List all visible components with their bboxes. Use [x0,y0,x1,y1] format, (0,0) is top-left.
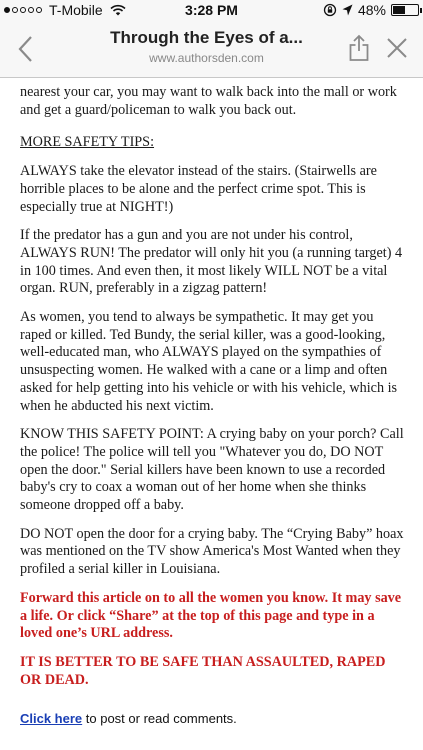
nav-title-block[interactable] [70,28,343,65]
comments-line [20,711,237,726]
chevron-left-icon[interactable] [14,34,38,64]
battery-fill [393,6,405,14]
close-icon[interactable] [385,36,409,60]
location-arrow-icon [342,4,353,16]
status-bar [0,0,423,20]
article-body [20,78,408,700]
status-right [323,2,419,18]
status-time: 3:28 PM [185,2,238,18]
battery-icon [391,4,419,16]
comments-link[interactable]: Click here [20,711,83,726]
carrier-name: T-Mobile [49,2,103,18]
comments-text: to post or read comments. [82,711,237,726]
article-paragraph: As women, you tend to always be sympathetic. It may get you raped or killed. Ted Bundy, the serial killer, was a good-looking, well-educated man, who ALWAYS played on the sympathies of unsuspecting women. He walked with a cane or a limp and often asked for help getting into his vehicle or with his vehicle, which is when he abducted his next victim. [20,309,398,414]
article-paragraph: DO NOT open the door for a crying baby. The “Crying Baby” hoax was mentioned on the TV show America's Most Wanted when they profiled a serial killer in Louisiana. [20,525,404,578]
section-heading: MORE SAFETY TIPS: [20,134,155,151]
page-title: Through the Eyes of a... [110,28,303,47]
article-paragraph: ALWAYS take the elevator instead of the stairs. (Stairwells are horrible places to be alone and the perfect crime spot. This is especially true at NIGHT!) [20,163,377,215]
article-paragraph: If the predator has a gun and you are not under his control, ALWAYS RUN! The predator will only hit you (a running target) 4 in 100 times. And even then, it most likely WILL NOT be a vital organ. RUN, preferably in a zigzag pattern! [20,227,403,297]
battery-tip [420,8,422,13]
share-icon[interactable] [347,32,371,62]
forward-notice: Forward this article on to all the women you know. It may save a life. Or click “Share” at the top of this page and type in a loved one’s URL address. [20,589,402,642]
battery-percent: 48% [357,2,386,18]
rotation-lock-icon [323,3,337,17]
closing-warning: IT IS BETTER TO BE SAFE THAN ASSAULTED, RAPED OR DEAD. [20,653,386,688]
intro-paragraph: nearest your car, you may want to walk back into the mall or work and get a guard/policeman to walk you back out. [20,84,397,118]
article-paragraph: KNOW THIS SAFETY POINT: A crying baby on your porch? Call the police! The police will tell you "Whatever you do, DO NOT open the door." Serial killers have been known to use a recorded baby's cry to coax a woman out of her home when she thinks someone dropped off a baby. [20,426,404,514]
navigation-bar [0,20,423,78]
page-url: www.authorsden.com [149,51,264,65]
